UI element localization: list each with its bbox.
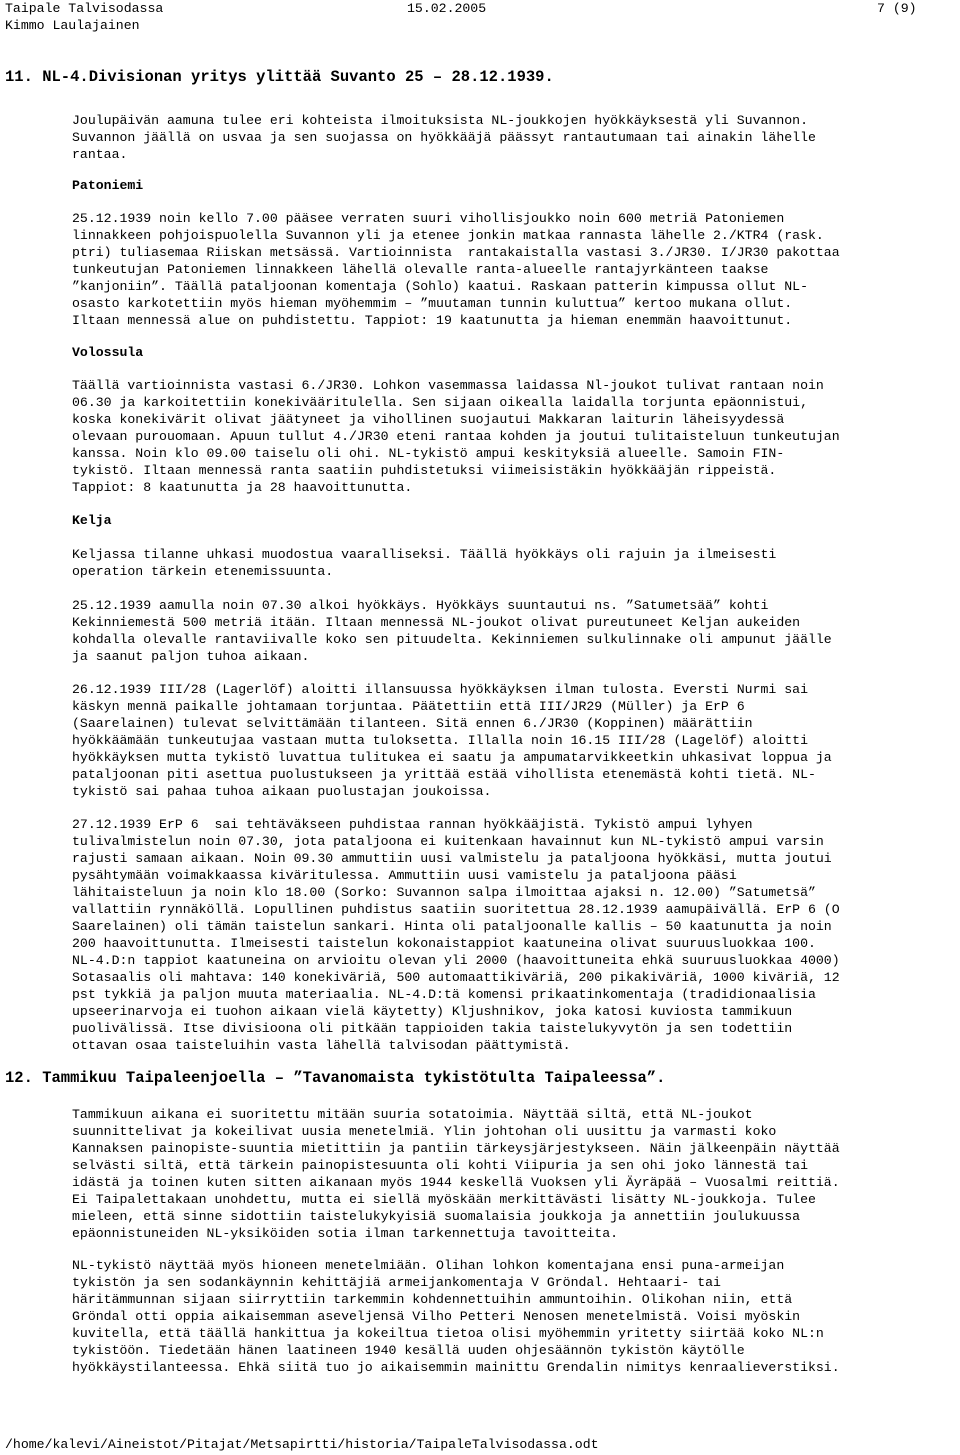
section-11-heading: 11. NL-4.Divisionan yritys ylittää Suvanto 25 – 28.12.1939.	[5, 68, 554, 86]
paragraph-line: osasto karkotettiin myös hieman myöhemmim – ”muutaman tunnin kuluttua” kertoo mukana ollut.	[72, 296, 793, 311]
paragraph-line: hyökkäystilanteessa. Ehkä siitä tuo jo aikaisemmin mainittu Grendalin nimitys kenraalieverstiksi.	[72, 1360, 840, 1375]
header-title: Taipale Talvisodassa	[5, 1, 164, 16]
kelja-subheading: Kelja	[72, 513, 112, 528]
paragraph-line: NL-4.D:n tappiot kaatuneina on arvioitu olevan yli 2000 (haavoittuneita ehkä suuruusluokkaa 4000)	[72, 953, 840, 968]
paragraph-line: idästä ja toinen kuten sitten aikanaan myös 1944 keskellä Vuoksen yli Äyräpää – Vuosalmi reittiä.	[72, 1175, 840, 1190]
footer-file-path: /home/kalevi/Aineistot/Pitajat/Metsapirtti/historia/TaipaleTalvisodassa.odt	[5, 1437, 599, 1452]
paragraph-line: Kekinniemestä 500 metriä itään. Iltaan mennessä NL-joukot olivat pureutuneet Keljan aukeiden	[72, 615, 801, 630]
paragraph-line: Sotasaalis oli mahtava: 140 konekiväriä, 500 automaattikiväriä, 200 pikakiväriä, 1000 kiväriä, 12	[72, 970, 840, 985]
paragraph-line: Saarelainen) oli tämän taistelun sankari. Hinta oli pataljoonalle kallis – 50 kaatunutta ja noin	[72, 919, 832, 934]
paragraph-line: hyökkäyksen mutta tykistö luvattua tulitukea ei saatu ja ampumatarvikkeetkin uhkasivat loppua ja	[72, 750, 832, 765]
paragraph-line: häritämmunnan sijaan siirryttiin tarkemmin kohdennettuihin ammuntoihin. Olikohan niin, että	[72, 1292, 793, 1307]
paragraph-line: rantaa.	[72, 147, 128, 162]
section-12-paragraph-1	[72, 1106, 960, 1242]
paragraph-line: Kannaksen painopiste-suuntia mietittiin ja pantiin tärkeysjärjestykseen. Näin jälkeenpäin näyttää	[72, 1141, 840, 1156]
patoniemi-subheading: Patoniemi	[72, 178, 144, 193]
kelja-paragraph-3	[72, 681, 960, 800]
paragraph-line: selvästi siltä, että tärkein painopistesuunta oli kohti Viipuria ja sen ohi joko lännestä tai	[72, 1158, 808, 1173]
paragraph-line: lähitaisteluun ja noin klo 18.00 (Sorko: Suvannon salpa ilmoittaa ajaksi n. 12.00) ”Satumetsä”	[72, 885, 816, 900]
paragraph-line: (Saarelainen) tulevat selvittämään tilanteen. Sitä ennen 6./JR30 (Koppinen) määrättiin	[72, 716, 753, 731]
paragraph-line: ottavan osaa taisteluihin vasta lähellä talvisodan päättymistä.	[72, 1038, 571, 1053]
kelja-paragraph-2	[72, 597, 960, 665]
paragraph-line: tykistöön. Tiedetään hänen laatineen 1940 kesällä uuden ohjesäännön tykistön käytölle	[72, 1343, 745, 1358]
paragraph-line: kohdalla olevalle rantaviivalle koko sen pituudelta. Kekinniemen sulkulinnake oli ampunut jäälle	[72, 632, 832, 647]
paragraph-line: pst tykkiä ja paljon muuta materiaalia. NL-4.D:tä komensi prikaatinkomentaja (tradidionaalisia	[72, 987, 816, 1002]
paragraph-line: 26.12.1939 III/28 (Lagerlöf) aloitti illansuussa hyökkäyksen ilman tulosta. Eversti Nurmi sai	[72, 682, 808, 697]
paragraph-line: pysähtymään voimakkaassa kiväritulessa. Ammuttiin uusi vamistelu ja pataljoona pääsi	[72, 868, 737, 883]
paragraph-line: linnakkeen pohjoispuolella Suvannon yli ja etenee jonkin matkaa rannasta lähelle 2./KTR4 (rask.	[72, 228, 824, 243]
paragraph-line: kanssa. Noin klo 09.00 taiselu oli ohi. NL-tykistö ampui keskityksiä alueelle. Samoin FIN-	[72, 446, 785, 461]
paragraph-line: kuvitella, että täällä hankittua ja kokeiltua tietoa olisi myöhemmin yritetty siirtää koko NL:n	[72, 1326, 824, 1341]
paragraph-line: suunnittelivat ja kokeilivat uusia menetelmiä. Ylin johtohan oli uusittu ja varmasti koko	[72, 1124, 777, 1139]
paragraph-line: 27.12.1939 ErP 6 sai tehtäväkseen puhdistaa rannan hyökkääjistä. Tykistö ampui lyhyen	[72, 817, 753, 832]
paragraph-line: koska konekivärit olivat jäätyneet ja vihollinen suojautui Makkaran laiturin läheisyydessä	[72, 412, 785, 427]
paragraph-line: puolivälissä. Itse divisioona oli pitkään tappioiden takia taistelukyvytön ja sen todettiin	[72, 1021, 793, 1036]
volossula-subheading: Volossula	[72, 345, 144, 360]
header-page-number: 7 (9)	[877, 1, 917, 16]
section-12-heading: 12. Tammikuu Taipaleenjoella – ”Tavanomaista tykistötulta Taipaleessa”.	[5, 1069, 666, 1087]
paragraph-line: epäonnistuneiden NL-yksiköiden sotia ilman tarkennettuja tavoitteita.	[72, 1226, 619, 1241]
section-12-paragraph-2	[72, 1257, 960, 1376]
paragraph-line: Ei Taipalettakaan unohdettu, mutta ei siellä myöskään merkittävästi lisätty NL-joukkoja. Tulee	[72, 1192, 816, 1207]
paragraph-line: 06.30 ja karkoitettiin konekivääritulella. Sen sijaan oikealla laidalla torjunta epäonnistui,	[72, 395, 808, 410]
header-date: 15.02.2005	[407, 1, 487, 16]
paragraph-line: Iltaan mennessä alue on puhdistettu. Tappiot: 19 kaatunutta ja hieman enemmän haavoittunut.	[72, 313, 793, 328]
paragraph-line: Joulupäivän aamuna tulee eri kohteista ilmoituksista NL-joukkojen hyökkäyksestä yli Suvannon.	[72, 113, 808, 128]
paragraph-line: NL-tykistö näyttää myös hioneen menetelmiään. Olihan lohkon komentajana ensi puna-armeijan	[72, 1258, 785, 1273]
paragraph-line: upseerinarvoja ei tuohon aikaan vielä käytetty) Kljushnikov, joka katosi kuviosta tammikuun	[72, 1004, 793, 1019]
paragraph-line: mieleen, että sinne sidottiin taistelukykyisiä suomalaisia joukkoja ja annettiin joulukuussa	[72, 1209, 801, 1224]
paragraph-line: ”kanjoniin”. Täällä pataljoonan komentaja (Sohlo) kaatui. Raskaan patterin kimpussa ollut NL-	[72, 279, 808, 294]
patoniemi-paragraph	[72, 210, 960, 329]
paragraph-line: Keljassa tilanne uhkasi muodostua vaaralliseksi. Täällä hyökkäys oli rajuin ja ilmeisesti	[72, 547, 777, 562]
header-author: Kimmo Laulajainen	[5, 18, 140, 33]
paragraph-line: hyökkäämään tunkeutujaa vastaan mutta tuloksetta. Illalla noin 16.15 III/28 (Lagelöf) aloitti	[72, 733, 808, 748]
paragraph-line: pataljoonan piti asettua puolustukseen ja yrittää estää vihollista etenemästä kohti tietä. NL-	[72, 767, 816, 782]
paragraph-line: tykistön ja sen sodankäynnin kehittäjiä armeijankomentaja V Gröndal. Hehtaari- tai	[72, 1275, 721, 1290]
paragraph-line: tykistö sai pahaa tuhoa aikaan puolustajan joukoissa.	[72, 784, 492, 799]
kelja-paragraph-4	[72, 816, 960, 1054]
paragraph-line: Gröndal otti oppia aikaisemman aseveljensä Vilho Petteri Nenosen menetelmistä. Voisi myöskin	[72, 1309, 801, 1324]
paragraph-line: tunkeutujan Patoniemen linnakkeen lähellä olevalle ranta-alueelle rantajyrkänteen taakse	[72, 262, 769, 277]
paragraph-line: ptri) tuliasemaa Riiskan metsässä. Vartioinnista rantakaistalla vastasi 3./JR30. I/JR30 pakottaa	[72, 245, 840, 260]
paragraph-line: olevaan purouomaan. Apuun tullut 4./JR30 eteni rantaa kohden ja joutui tulitaisteluun tunkeutujan	[72, 429, 840, 444]
paragraph-line: 25.12.1939 aamulla noin 07.30 alkoi hyökkäys. Hyökkäys suuntautui ns. ”Satumetsää” kohti	[72, 598, 769, 613]
paragraph-line: käskyn mennä paikalle johtamaan torjuntaa. Päätettiin että III/JR29 (Müller) ja ErP 6	[72, 699, 745, 714]
paragraph-line: tykistö. Iltaan mennessä ranta saatiin puhdistetuksi viimeisistäkin hyökkääjän rippeistä.	[72, 463, 777, 478]
paragraph-line: Tammikuun aikana ei suoritettu mitään suuria sotatoimia. Näyttää siltä, että NL-joukot	[72, 1107, 753, 1122]
paragraph-line: rajusti samaan aikaan. Noin 09.30 ammuttiin uusi valmistelu ja pataljoona hyökkäsi, mutta joutui	[72, 851, 832, 866]
paragraph-line: vallattiin rynnäköllä. Lopullinen puhdistus saatiin suoritettua 28.12.1939 aamupäivällä. ErP 6 (O	[72, 902, 840, 917]
paragraph-line: 25.12.1939 noin kello 7.00 pääsee verraten suuri vihollisjoukko noin 600 metriä Patoniemen	[72, 211, 785, 226]
section-11-intro	[72, 112, 960, 163]
paragraph-line: 200 haavoittunutta. Ilmeisesti taistelun kokonaistappiot kaatuneina olivat suuruusluokkaa 100.	[72, 936, 816, 951]
paragraph-line: ja saanut paljon tuhoa aikaan.	[72, 649, 310, 664]
volossula-paragraph	[72, 377, 960, 496]
paragraph-line: Tappiot: 8 kaatunutta ja 28 haavoittunutta.	[72, 480, 413, 495]
paragraph-line: tulivalmistelun noin 07.30, jota pataljoona ei kuitenkaan havainnut kun NL-tykistö ampui varsin	[72, 834, 824, 849]
kelja-paragraph-1	[72, 546, 960, 580]
paragraph-line: Täällä vartioinnista vastasi 6./JR30. Lohkon vasemmassa laidassa Nl-joukot tulivat rantaan noin	[72, 378, 824, 393]
paragraph-line: operation tärkein etenemissuunta.	[72, 564, 334, 579]
paragraph-line: Suvannon jäällä on usvaa ja sen suojassa on hyökkääjä päässyt rantautumaan tai ainakin lähelle	[72, 130, 816, 145]
